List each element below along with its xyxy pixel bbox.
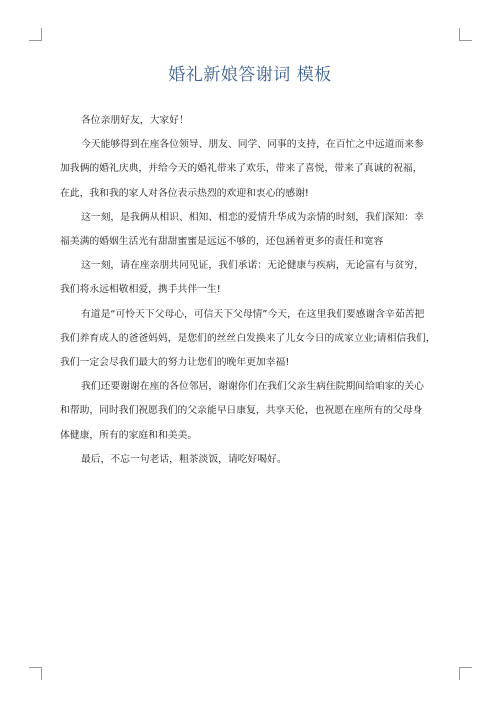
body-text-line: 我们将永远相敬相爱，携手共伴一生! [60,284,221,296]
crop-mark-top-left [29,28,42,41]
body-text-line: 我们养育成人的爸爸妈妈，是您们的丝丝白发换来了儿女今日的成家立业;请相信我们， [60,332,436,344]
body-text-line: 今天能够得到在座各位领导、朋友、同学、同事的支持，在百忙之中远道而来参 [81,139,424,151]
body-text-line: 和帮助，同时我们祝愿我们的父亲能早日康复，共享天伦，也祝愿在座所有的父母身 [60,405,423,417]
body-text-line: 有道是“可怜天下父母心，可信天下父母情”今天，在这里我们要感谢含辛茹苦把 [81,308,425,320]
body-text-line: 在此，我和我的家人对各位表示热烈的欢迎和衷心的感谢! [60,187,309,199]
body-text-line: 我们还要谢谢在座的各位邻居，谢谢你们在我们父亲生病住院期间给咱家的关心 [81,381,424,393]
body-text-line: 福美满的婚姻生活光有甜甜蜜蜜是远远不够的，还包涵着更多的责任和宽容 [60,236,384,248]
body-text-line: 体健康，所有的家庭和和美美。 [60,429,198,441]
body-text-line: 最后，不忘一句老话，粗茶淡饭，请吃好喝好。 [81,453,287,465]
crop-mark-bottom-right [459,667,472,680]
crop-mark-bottom-left [29,667,42,680]
body-text-line: 各位亲朋好友，大家好！ [81,115,189,126]
body-text-line: 我们一定会尽我们最大的努力让您们的晚年更加幸福! [60,357,290,369]
crop-mark-top-right [459,28,472,41]
document-title: 婚礼新娘答谢词 模板 [168,65,332,85]
body-text-line: 这一刻，请在座亲朋共同见证，我们承诺：无论健康与疾病，无论富有与贫穷， [81,260,424,272]
body-text-line: 加我俩的婚礼庆典，并给今天的婚礼带来了欢乐，带来了喜悦，带来了真诚的祝福， [60,163,423,175]
document-body [60,109,448,472]
body-text-line: 这一刻，是我俩从相识、相知、相恋的爱情升华成为亲情的时刻，我们深知：幸 [81,211,424,223]
